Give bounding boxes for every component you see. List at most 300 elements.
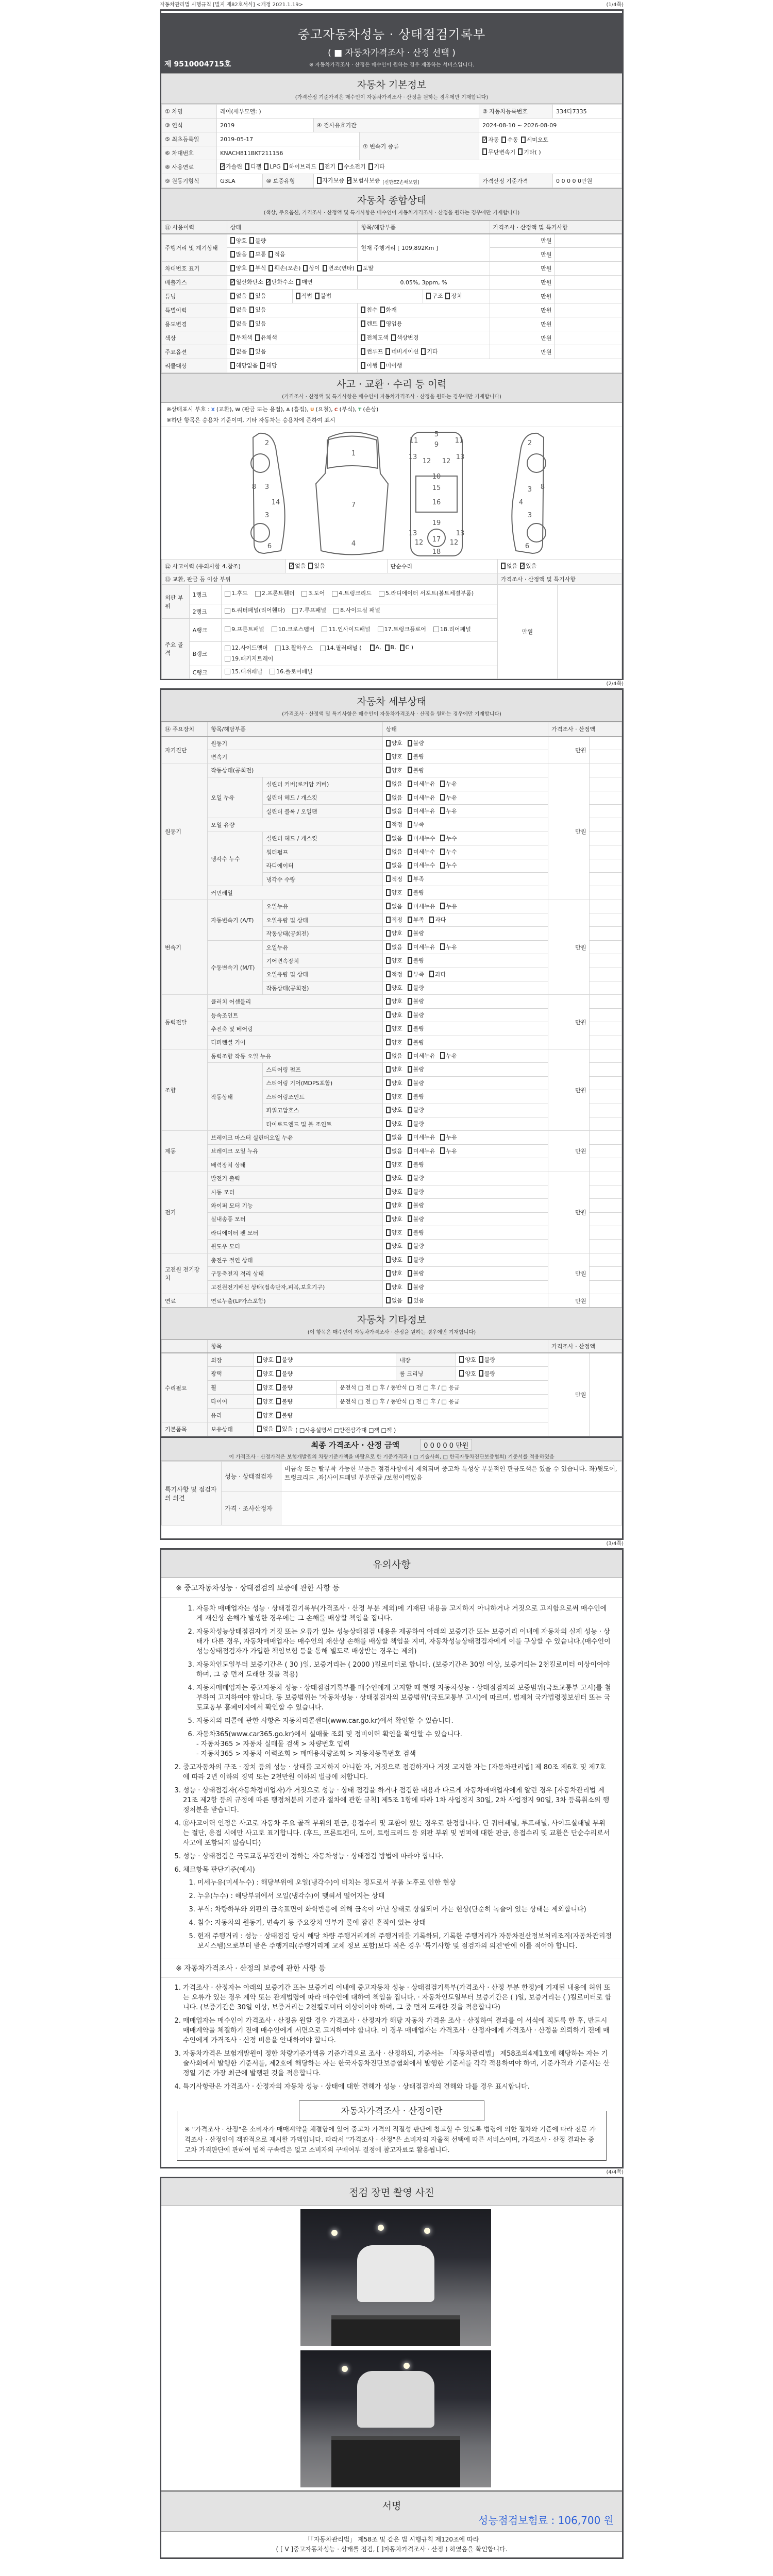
checkbox[interactable] <box>230 265 235 272</box>
checkbox[interactable] <box>225 656 230 662</box>
checkbox-option[interactable] <box>421 347 438 355</box>
checkbox[interactable] <box>440 794 445 801</box>
checkbox[interactable] <box>272 626 277 632</box>
checkbox-option[interactable] <box>361 347 383 355</box>
checkbox[interactable] <box>386 753 391 760</box>
checkbox[interactable] <box>264 163 268 170</box>
checkbox[interactable] <box>357 265 362 272</box>
checkbox-option[interactable] <box>276 1383 293 1392</box>
checkbox-option[interactable] <box>386 1160 402 1168</box>
checkbox-option[interactable] <box>440 902 457 910</box>
checkbox[interactable] <box>479 1356 483 1363</box>
checkbox-option[interactable] <box>386 902 402 910</box>
checkbox-option[interactable] <box>386 1228 402 1236</box>
checkbox[interactable] <box>255 591 261 597</box>
checkbox-option[interactable] <box>408 848 435 856</box>
checkbox[interactable] <box>408 943 412 950</box>
checkbox[interactable] <box>296 279 300 285</box>
checkbox-option[interactable] <box>386 807 402 815</box>
checkbox[interactable] <box>408 1066 412 1073</box>
checkbox[interactable] <box>230 251 235 258</box>
checkbox-option[interactable] <box>408 1174 424 1182</box>
checkbox[interactable] <box>370 645 375 651</box>
checkbox-option[interactable] <box>408 1024 424 1032</box>
checkbox-option[interactable] <box>408 779 435 788</box>
checkbox-option[interactable] <box>445 292 462 300</box>
checkbox[interactable] <box>386 1283 391 1290</box>
checkbox[interactable] <box>257 1412 262 1418</box>
checkbox[interactable] <box>289 563 294 569</box>
checkbox-option[interactable] <box>386 739 402 747</box>
checkbox[interactable] <box>440 1147 445 1154</box>
checkbox[interactable] <box>479 1370 483 1377</box>
checkbox-option[interactable] <box>230 333 253 342</box>
checkbox-option[interactable] <box>408 1147 435 1155</box>
checkbox-option[interactable] <box>270 667 313 676</box>
checkbox[interactable] <box>276 1398 281 1404</box>
checkbox-option[interactable] <box>225 625 264 634</box>
checkbox[interactable] <box>408 984 412 991</box>
checkbox-option[interactable] <box>459 1355 476 1364</box>
checkbox[interactable] <box>408 1297 412 1303</box>
checkbox-option[interactable] <box>408 1052 435 1060</box>
checkbox-option[interactable] <box>440 1133 457 1141</box>
checkbox-option[interactable] <box>230 278 263 286</box>
checkbox-option[interactable] <box>408 1120 424 1128</box>
checkbox[interactable] <box>386 1093 391 1100</box>
checkbox[interactable] <box>283 163 288 170</box>
checkbox[interactable] <box>386 1202 391 1209</box>
checkbox-option[interactable] <box>479 1355 495 1364</box>
checkbox[interactable] <box>249 307 254 313</box>
checkbox-option[interactable] <box>319 162 335 171</box>
checkbox[interactable] <box>408 1025 412 1032</box>
checkbox[interactable] <box>230 348 235 355</box>
checkbox[interactable] <box>361 348 365 355</box>
checkbox[interactable] <box>386 971 391 977</box>
checkbox-option[interactable] <box>357 264 374 272</box>
checkbox-option[interactable] <box>440 1052 457 1060</box>
checkbox-option[interactable] <box>268 250 285 258</box>
checkbox[interactable] <box>268 265 273 272</box>
checkbox[interactable] <box>361 307 365 313</box>
checkbox[interactable] <box>380 320 385 327</box>
checkbox-option[interactable] <box>386 1174 402 1182</box>
checkbox-option[interactable] <box>257 1355 274 1364</box>
checkbox[interactable] <box>408 781 412 787</box>
checkbox[interactable] <box>408 1270 412 1277</box>
checkbox[interactable] <box>408 807 412 814</box>
checkbox-option[interactable] <box>408 1160 424 1168</box>
checkbox-option[interactable] <box>386 997 402 1005</box>
checkbox[interactable] <box>225 669 230 674</box>
checkbox[interactable] <box>391 334 396 341</box>
checkbox[interactable] <box>386 998 391 1005</box>
checkbox[interactable] <box>408 740 412 747</box>
checkbox-option[interactable] <box>230 306 247 314</box>
checkbox[interactable] <box>408 1093 412 1100</box>
checkbox[interactable] <box>386 1229 391 1236</box>
checkbox[interactable] <box>408 1283 412 1290</box>
checkbox[interactable] <box>301 591 307 597</box>
checkbox[interactable] <box>275 646 281 651</box>
checkbox[interactable] <box>276 1370 281 1377</box>
checkbox-option[interactable] <box>257 1397 274 1405</box>
inspection-photo-lift[interactable] <box>300 2350 491 2487</box>
checkbox[interactable] <box>429 971 434 977</box>
checkbox[interactable] <box>255 334 260 341</box>
checkbox[interactable] <box>249 293 254 299</box>
checkbox-option[interactable] <box>440 807 457 815</box>
checkbox[interactable] <box>440 862 445 869</box>
checkbox-option[interactable] <box>408 1296 424 1304</box>
checkbox-option[interactable] <box>386 1283 402 1291</box>
checkbox[interactable] <box>386 1175 391 1181</box>
checkbox-option[interactable] <box>408 875 424 883</box>
checkbox-option[interactable] <box>317 176 345 184</box>
checkbox[interactable] <box>386 1297 391 1303</box>
checkbox-option[interactable] <box>272 625 315 634</box>
checkbox-option[interactable] <box>408 970 424 978</box>
checkbox-option[interactable] <box>225 654 273 664</box>
checkbox-option[interactable] <box>429 916 446 924</box>
checkbox[interactable] <box>440 903 445 909</box>
checkbox[interactable] <box>386 889 391 896</box>
checkbox-option[interactable] <box>440 779 457 788</box>
checkbox-option[interactable] <box>408 902 435 910</box>
checkbox[interactable] <box>408 1188 412 1195</box>
checkbox-option[interactable] <box>386 820 402 828</box>
checkbox[interactable] <box>408 1011 412 1018</box>
checkbox[interactable] <box>225 626 230 632</box>
checkbox-option[interactable] <box>408 834 435 842</box>
checkbox[interactable] <box>408 862 412 869</box>
checkbox[interactable] <box>408 889 412 896</box>
checkbox[interactable] <box>459 1370 464 1377</box>
checkbox-option[interactable] <box>276 1411 293 1419</box>
checkbox-option[interactable] <box>276 1397 293 1405</box>
checkbox-option[interactable] <box>380 361 402 369</box>
checkbox[interactable] <box>386 1025 391 1032</box>
checkbox[interactable] <box>400 645 405 651</box>
checkbox-option[interactable] <box>315 292 331 300</box>
checkbox[interactable] <box>408 1039 412 1045</box>
checkbox-option[interactable] <box>268 264 300 272</box>
checkbox[interactable] <box>296 293 300 299</box>
checkbox[interactable] <box>408 930 412 937</box>
checkbox-option[interactable] <box>386 1242 402 1250</box>
checkbox[interactable] <box>230 237 235 244</box>
checkbox-option[interactable] <box>296 278 312 286</box>
checkbox[interactable] <box>319 163 324 170</box>
checkbox-option[interactable] <box>386 1201 402 1209</box>
checkbox-option[interactable] <box>408 1133 435 1141</box>
checkbox-option[interactable] <box>501 135 518 144</box>
checkbox[interactable] <box>230 320 235 327</box>
checkbox[interactable] <box>408 1175 412 1181</box>
checkbox-option[interactable] <box>308 562 325 570</box>
checkbox-option[interactable] <box>276 1425 293 1433</box>
checkbox[interactable] <box>320 646 326 651</box>
checkbox-option[interactable] <box>386 984 402 992</box>
checkbox[interactable] <box>408 971 412 977</box>
checkbox[interactable] <box>408 875 412 882</box>
checkbox-option[interactable] <box>408 1106 424 1114</box>
checkbox-option[interactable] <box>408 1079 424 1087</box>
checkbox[interactable] <box>292 608 298 614</box>
checkbox[interactable] <box>426 293 431 299</box>
checkbox[interactable] <box>220 163 225 170</box>
checkbox[interactable] <box>408 1215 412 1222</box>
checkbox[interactable] <box>408 1202 412 1209</box>
checkbox-option[interactable] <box>520 562 536 570</box>
inspection-photo-front[interactable] <box>300 2209 491 2346</box>
checkbox-option[interactable] <box>408 1283 424 1291</box>
checkbox[interactable] <box>361 362 365 369</box>
checkbox-option[interactable] <box>440 943 457 951</box>
checkbox-option[interactable] <box>408 1215 424 1223</box>
checkbox-option[interactable] <box>275 643 313 653</box>
checkbox-option[interactable] <box>482 135 499 144</box>
checkbox-option[interactable] <box>386 956 402 964</box>
checkbox-option[interactable] <box>440 861 457 869</box>
checkbox-option[interactable] <box>303 264 320 272</box>
checkbox-option[interactable] <box>482 148 515 156</box>
checkbox[interactable] <box>433 626 439 632</box>
checkbox-option[interactable] <box>459 1369 476 1378</box>
checkbox[interactable] <box>386 767 391 773</box>
checkbox[interactable] <box>408 753 412 760</box>
checkbox-option[interactable] <box>386 1188 402 1196</box>
checkbox-option[interactable] <box>260 361 277 369</box>
checkbox[interactable] <box>385 645 390 651</box>
checkbox[interactable] <box>303 265 308 272</box>
checkbox-option[interactable] <box>276 1369 293 1378</box>
checkbox[interactable] <box>408 1256 412 1263</box>
checkbox-option[interactable] <box>249 250 266 258</box>
checkbox-option[interactable] <box>266 278 294 286</box>
checkbox[interactable] <box>225 591 230 597</box>
checkbox[interactable] <box>408 1079 412 1086</box>
checkbox-option[interactable] <box>426 292 443 300</box>
checkbox-option[interactable] <box>386 929 402 937</box>
checkbox-option[interactable] <box>408 888 424 896</box>
checkbox-option[interactable] <box>408 1242 424 1250</box>
checkbox[interactable] <box>440 807 445 814</box>
checkbox[interactable] <box>386 943 391 950</box>
checkbox[interactable] <box>408 903 412 909</box>
checkbox-option[interactable] <box>408 984 424 992</box>
checkbox[interactable] <box>386 984 391 991</box>
checkbox[interactable] <box>260 362 265 369</box>
checkbox-option[interactable] <box>378 625 426 634</box>
checkbox-option[interactable] <box>386 943 402 951</box>
checkbox[interactable] <box>440 849 445 855</box>
checkbox[interactable] <box>408 1120 412 1127</box>
checkbox[interactable] <box>386 1120 391 1127</box>
checkbox[interactable] <box>230 293 235 299</box>
checkbox[interactable] <box>249 265 254 272</box>
checkbox[interactable] <box>440 781 445 787</box>
checkbox[interactable] <box>386 1270 391 1277</box>
checkbox-option[interactable] <box>379 589 474 598</box>
checkbox[interactable] <box>368 163 373 170</box>
checkbox-option[interactable] <box>386 848 402 856</box>
checkbox[interactable] <box>257 1384 262 1391</box>
checkbox-option[interactable] <box>408 739 424 747</box>
checkbox-option[interactable] <box>230 347 247 355</box>
checkbox-option[interactable] <box>386 779 402 788</box>
checkbox[interactable] <box>386 930 391 937</box>
checkbox-option[interactable] <box>408 1228 424 1236</box>
checkbox[interactable] <box>276 1384 281 1391</box>
checkbox[interactable] <box>408 849 412 855</box>
checkbox[interactable] <box>386 794 391 801</box>
checkbox[interactable] <box>408 835 412 841</box>
checkbox[interactable] <box>333 608 339 614</box>
checkbox[interactable] <box>520 563 525 569</box>
checkbox-option[interactable] <box>225 606 285 615</box>
checkbox-option[interactable] <box>361 361 377 369</box>
checkbox-option[interactable] <box>301 589 325 598</box>
checkbox-option[interactable] <box>386 1024 402 1032</box>
checkbox-option[interactable] <box>479 1369 495 1378</box>
checkbox[interactable] <box>408 1107 412 1113</box>
checkbox-option[interactable] <box>292 606 326 615</box>
checkbox-option[interactable] <box>386 1106 402 1114</box>
checkbox[interactable] <box>518 148 523 155</box>
checkbox[interactable] <box>429 917 434 923</box>
checkbox-option[interactable] <box>408 1065 424 1073</box>
checkbox-option[interactable] <box>386 1296 402 1304</box>
checkbox-option[interactable] <box>283 162 316 171</box>
checkbox[interactable] <box>225 608 230 614</box>
checkbox-option[interactable] <box>386 1092 402 1100</box>
checkbox-option[interactable] <box>408 766 424 774</box>
checkbox[interactable] <box>385 348 390 355</box>
checkbox-option[interactable] <box>386 1052 402 1060</box>
checkbox-option[interactable] <box>408 1011 424 1019</box>
checkbox[interactable] <box>379 591 384 597</box>
checkbox-option[interactable] <box>264 163 280 170</box>
checkbox[interactable] <box>408 1243 412 1249</box>
checkbox[interactable] <box>386 835 391 841</box>
checkbox-option[interactable] <box>361 333 389 342</box>
checkbox[interactable] <box>440 1134 445 1141</box>
checkbox[interactable] <box>386 807 391 814</box>
checkbox-option[interactable] <box>386 1079 402 1087</box>
checkbox-option[interactable] <box>386 766 402 774</box>
checkbox[interactable] <box>270 669 275 674</box>
checkbox-option[interactable] <box>320 643 362 653</box>
checkbox[interactable] <box>386 1066 391 1073</box>
checkbox[interactable] <box>386 849 391 855</box>
checkbox-option[interactable] <box>361 319 377 328</box>
checkbox[interactable] <box>257 1356 262 1363</box>
checkbox[interactable] <box>386 1147 391 1154</box>
checkbox[interactable] <box>440 835 445 841</box>
checkbox[interactable] <box>482 148 487 155</box>
checkbox-option[interactable] <box>249 236 266 245</box>
checkbox-option[interactable] <box>386 1038 402 1046</box>
checkbox[interactable] <box>347 177 351 184</box>
checkbox[interactable] <box>440 943 445 950</box>
checkbox-option[interactable] <box>386 1120 402 1128</box>
checkbox-option[interactable] <box>386 1269 402 1277</box>
checkbox[interactable] <box>378 626 383 632</box>
checkbox[interactable] <box>482 137 487 143</box>
checkbox-option[interactable] <box>257 1425 274 1433</box>
checkbox[interactable] <box>380 307 385 313</box>
checkbox-option[interactable] <box>408 861 435 869</box>
checkbox-option[interactable] <box>408 807 435 815</box>
checkbox-option[interactable] <box>249 264 266 272</box>
checkbox-option[interactable] <box>386 1147 402 1155</box>
checkbox[interactable] <box>408 1147 412 1154</box>
checkbox[interactable] <box>386 1107 391 1113</box>
checkbox-option[interactable] <box>249 347 266 355</box>
checkbox-option[interactable] <box>386 861 402 869</box>
checkbox[interactable] <box>386 1079 391 1086</box>
checkbox[interactable] <box>501 137 506 143</box>
checkbox-option[interactable] <box>386 1065 402 1073</box>
checkbox-option[interactable] <box>255 333 277 342</box>
checkbox[interactable] <box>230 279 235 285</box>
checkbox[interactable] <box>501 563 506 569</box>
checkbox[interactable] <box>386 903 391 909</box>
checkbox[interactable] <box>386 1161 391 1168</box>
checkbox-option[interactable] <box>433 625 471 634</box>
checkbox-option[interactable] <box>386 970 402 978</box>
checkbox-option[interactable] <box>322 625 370 634</box>
checkbox[interactable] <box>276 1412 281 1418</box>
checkbox-option[interactable] <box>230 236 247 245</box>
checkbox-option[interactable] <box>249 319 266 328</box>
checkbox-option[interactable] <box>440 1147 457 1155</box>
checkbox[interactable] <box>276 1426 281 1432</box>
checkbox[interactable] <box>257 1426 262 1432</box>
checkbox[interactable] <box>386 1188 391 1195</box>
checkbox[interactable] <box>386 1011 391 1018</box>
checkbox-option[interactable] <box>408 929 424 937</box>
checkbox[interactable] <box>308 563 313 569</box>
checkbox[interactable] <box>230 307 235 313</box>
checkbox-option[interactable] <box>257 1411 274 1419</box>
checkbox[interactable] <box>408 821 412 828</box>
checkbox-option[interactable] <box>230 319 247 328</box>
checkbox[interactable] <box>249 251 254 258</box>
checkbox[interactable] <box>386 957 391 964</box>
checkbox[interactable] <box>408 767 412 773</box>
checkbox[interactable] <box>386 1215 391 1222</box>
checkbox[interactable] <box>323 265 327 272</box>
checkbox-option[interactable] <box>408 1256 424 1264</box>
checkbox-option[interactable] <box>225 589 248 598</box>
checkbox[interactable] <box>230 362 235 369</box>
checkbox[interactable] <box>386 1256 391 1263</box>
checkbox-option[interactable] <box>440 848 457 856</box>
checkbox[interactable] <box>380 362 385 369</box>
checkbox[interactable] <box>249 320 254 327</box>
checkbox-option[interactable] <box>323 264 355 272</box>
checkbox-option[interactable] <box>380 306 397 314</box>
checkbox-option[interactable] <box>347 176 380 184</box>
checkbox-option[interactable] <box>386 834 402 842</box>
checkbox[interactable] <box>249 348 254 355</box>
checkbox-option[interactable] <box>501 562 517 570</box>
checkbox-option[interactable] <box>245 162 261 171</box>
checkbox-option[interactable] <box>408 956 424 964</box>
